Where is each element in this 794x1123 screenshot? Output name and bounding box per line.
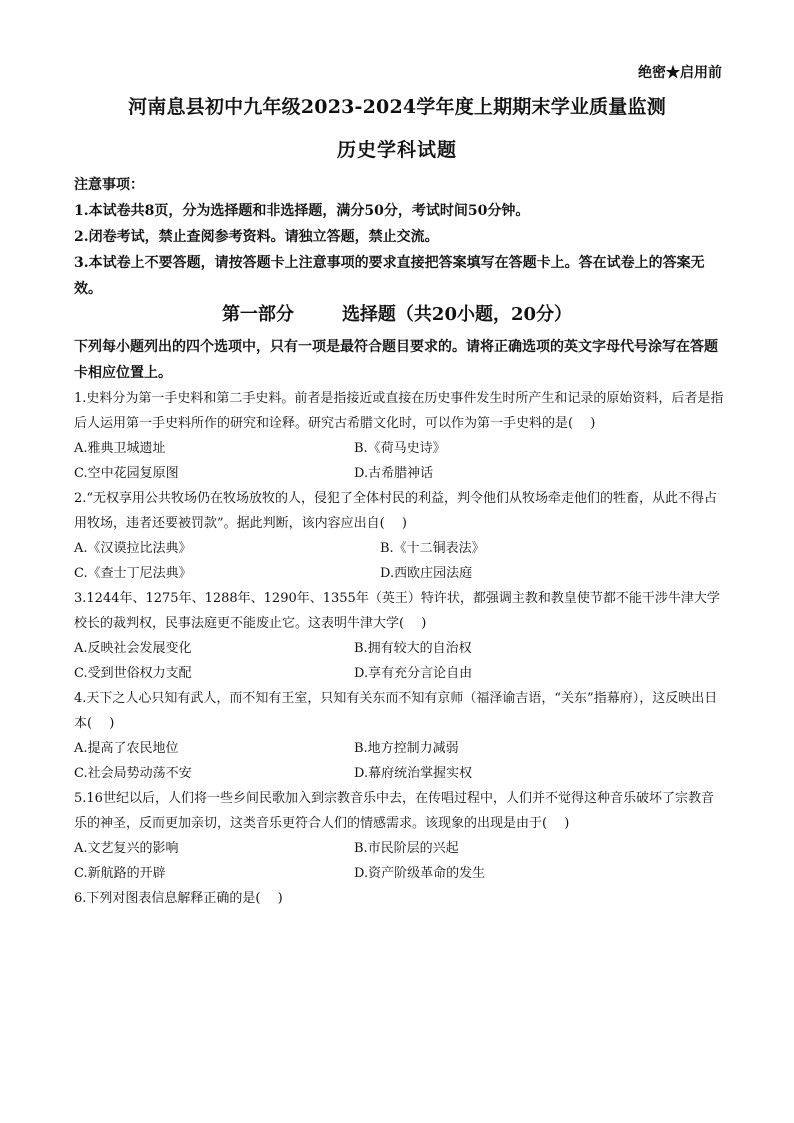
option-d: D.幕府统治掌握实权 xyxy=(354,766,473,781)
option-a: A.文艺复兴的影响 xyxy=(74,841,179,856)
question-options xyxy=(74,636,724,686)
notes-item: 3.本试卷上不要答题，请按答题卡上注意事项的要求直接把答案填写在答题卡上。答在试卷上的答案无效。 xyxy=(74,255,705,297)
notes-item: 1.本试卷共8页，分为选择题和非选择题，满分50分，考试时间50分钟。 xyxy=(74,203,530,219)
option-a: A.提高了农民地位 xyxy=(74,741,179,756)
option-c: C.社会局势动荡不安 xyxy=(74,766,192,781)
question-stem: 3.1244年、1275年、1288年、1290年、1355年（英王）特许状，都强调主教和教皇使节都不能干涉牛津大学校长的裁判权，民事法庭更不能废止它。这表明牛津大学( ) xyxy=(74,591,720,631)
question-options xyxy=(74,536,724,586)
question-2 xyxy=(74,486,724,586)
question-stem: 6.下列对图表信息解释正确的是( ) xyxy=(74,891,283,906)
question-stem: 2.“无权享用公共牧场仍在牧场放牧的人，侵犯了全体村民的利益，判令他们从牧场牵走他们的牲畜，从此不得占用牧场，违者还要被罚款”。据此判断，该内容应出自( ) xyxy=(74,491,718,531)
option-d: D.享有充分言论自由 xyxy=(354,666,473,681)
option-a: A.雅典卫城遗址 xyxy=(74,441,166,456)
section-part: 第一部分 xyxy=(221,304,294,325)
exam-title: 河南息县初中九年级2023-2024学年度上期期末学业质量监测 xyxy=(128,96,666,118)
exam-subject-title: 历史学科试题 xyxy=(336,139,457,161)
question-stem: 5.16世纪以后，人们将一些乡间民歌加入到宗教音乐中去，在传唱过程中，人们并不觉得这种音乐破坏了宗教音乐的神圣，反而更加亲切，这类音乐更符合人们的情感需求。该现象的出现是由于( ) xyxy=(74,791,714,831)
option-c: C.空中花园复原图 xyxy=(74,466,179,481)
option-d: D.古希腊神话 xyxy=(354,466,434,481)
option-d: D.资产阶级革命的发生 xyxy=(354,866,486,881)
question-options xyxy=(74,736,724,786)
option-c: C.《查士丁尼法典》 xyxy=(74,566,192,581)
option-b: B.拥有较大的自治权 xyxy=(354,641,472,656)
option-c: C.新航路的开辟 xyxy=(74,866,166,881)
question-options xyxy=(74,436,724,486)
option-d: D.西欧庄园法庭 xyxy=(380,566,473,581)
question-stem: 1.史料分为第一手史料和第二手史料。前者是指接近或直接在历史事件发生时所产生和记录的原始资料，后者是指后人运用第一手史料所作的研究和诠释。研究古希腊文化时，可以作为第一手史料的是( ) xyxy=(74,391,724,431)
notes-item: 2.闭卷考试，禁止查阅参考资料。请独立答题，禁止交流。 xyxy=(74,229,439,245)
question-stem: 4.天下之人心只知有武人，而不知有王室，只知有关东而不知有京师（福泽谕吉语，“关东”指幕府），这反映出日本( ) xyxy=(74,691,718,731)
confidential-label: 绝密★启用前 xyxy=(638,65,722,81)
notes-heading: 注意事项： xyxy=(74,177,144,193)
section-instruction: 下列每小题列出的四个选项中，只有一项是最符合题目要求的。请将正确选项的英文字母代号涂写在答题卡相应位置上。 xyxy=(74,339,718,381)
option-b: B.《荷马史诗》 xyxy=(354,441,446,456)
question-list xyxy=(74,386,724,911)
option-b: B.市民阶层的兴起 xyxy=(354,841,459,856)
option-b: B.《十二铜表法》 xyxy=(380,541,485,556)
option-a: A.《汉谟拉比法典》 xyxy=(74,541,192,556)
option-c: C.受到世俗权力支配 xyxy=(74,666,192,681)
section-heading xyxy=(0,300,794,326)
question-3 xyxy=(74,586,724,686)
section-name: 选择题（共20小题，20分） xyxy=(341,304,573,325)
question-5 xyxy=(74,786,724,886)
option-b: B.地方控制力减弱 xyxy=(354,741,459,756)
option-a: A.反映社会发展变化 xyxy=(74,641,192,656)
notes-block xyxy=(74,172,724,302)
question-6 xyxy=(74,886,724,911)
question-options xyxy=(74,836,724,886)
question-4 xyxy=(74,686,724,786)
question-1 xyxy=(74,386,724,486)
